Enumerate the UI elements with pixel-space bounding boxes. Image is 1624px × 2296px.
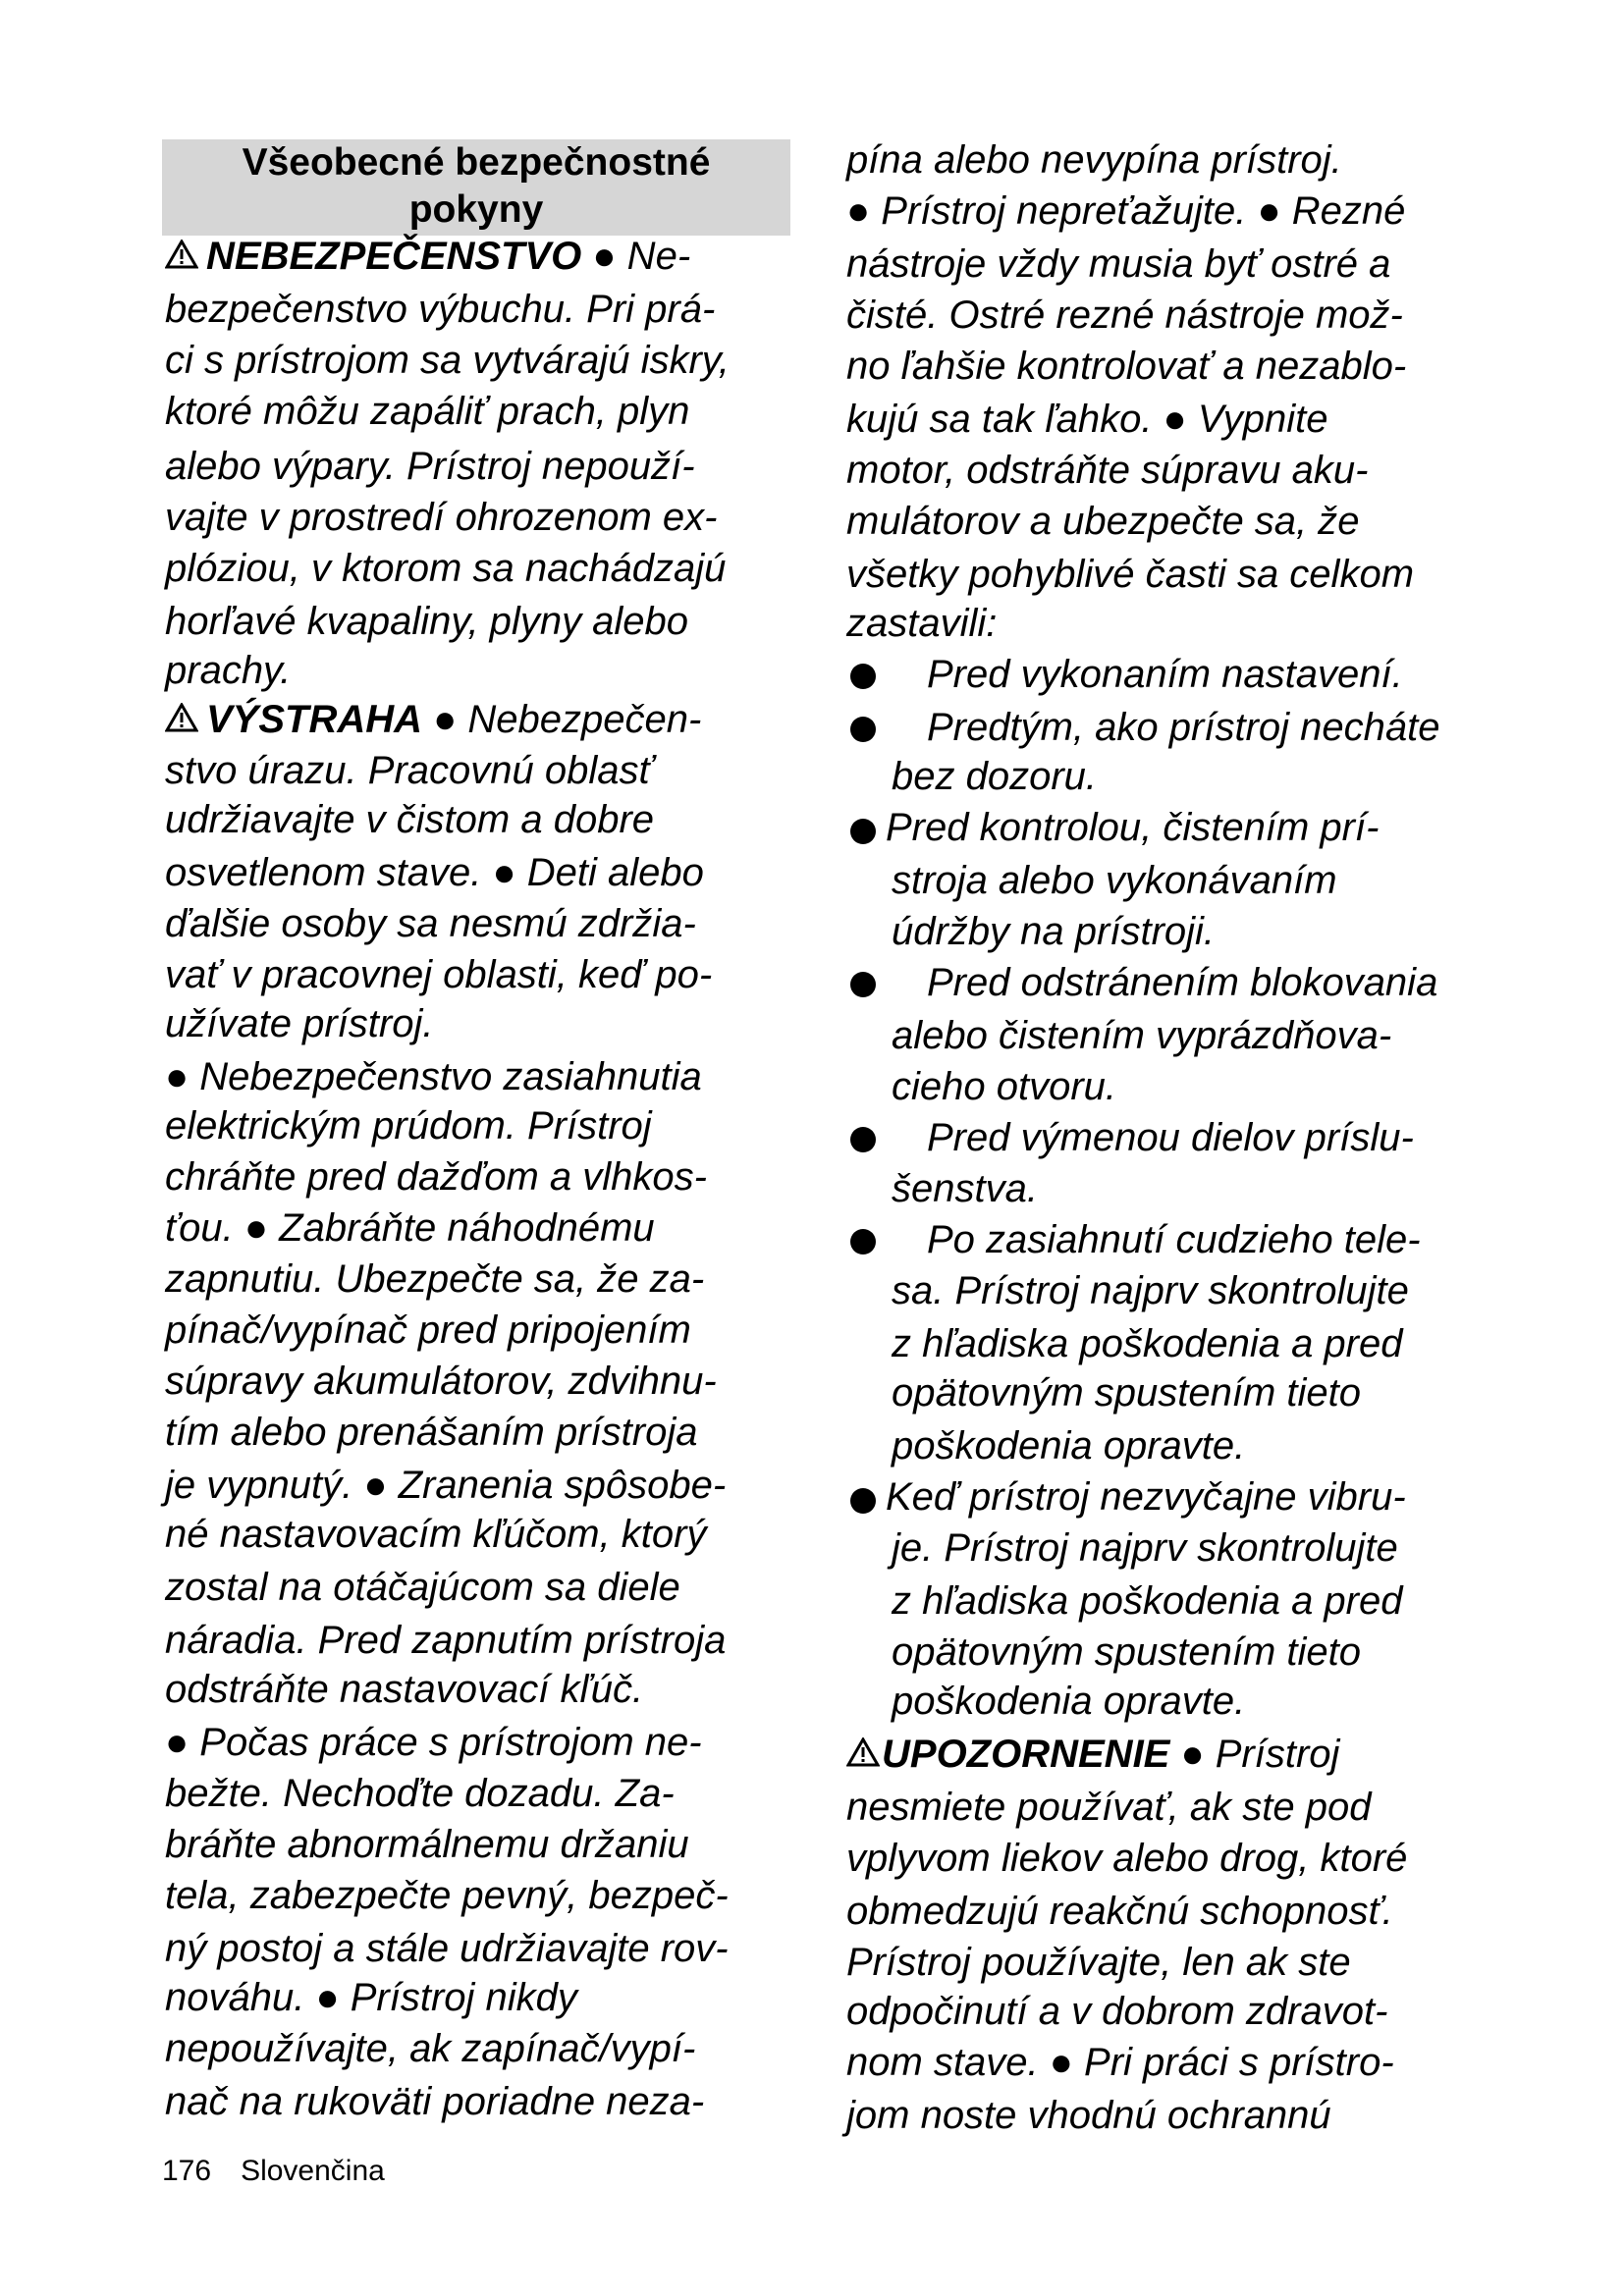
bullet-dot — [850, 819, 876, 844]
right-line: čisté. Ostré rezné nástroje mož- — [846, 294, 1403, 337]
right-line: motor, odstráňte súpravu aku- — [846, 449, 1369, 492]
bullet-line: z hľadiska poškodenia a pred — [892, 1579, 1403, 1623]
danger-label: NEBEZPEČENSTVO — [206, 235, 582, 278]
left-line: užívate prístroj. — [165, 1002, 434, 1045]
danger-line-rest: ● Ne- — [581, 235, 691, 278]
warning-paragraph-start — [165, 697, 701, 742]
left-line: náradia. Pred zapnutím prístroja — [165, 1619, 727, 1662]
left-line: nepoužívajte, ak zapínač/vypí- — [165, 2027, 696, 2070]
bullet-line: z hľadiska poškodenia a pred — [892, 1322, 1403, 1365]
left-line: zostal na otáčajúcom sa diele — [165, 1566, 680, 1609]
left-line: né nastavovacím kľúčom, ktorý — [165, 1513, 707, 1556]
bullet-line: údržby na prístroji. — [892, 910, 1216, 953]
warning-triangle-icon — [846, 1737, 880, 1767]
heading-line-1: Všeobecné bezpečnostné — [242, 141, 711, 184]
bullet-line: šenstva. — [892, 1167, 1038, 1210]
left-line: osvetlenom stave. ● Deti alebo — [165, 851, 704, 894]
bullet-line: poškodenia opravte. — [892, 1424, 1246, 1468]
bullet-line: sa. Prístroj najprv skontrolujte — [892, 1269, 1409, 1312]
left-line: udržiavajte v čistom a dobre — [165, 798, 655, 841]
right-line: ● Prístroj nepreťažujte. ● Rezné — [846, 189, 1406, 233]
left-line: ● Počas práce s prístrojom ne- — [165, 1721, 702, 1764]
danger-paragraph-start — [165, 234, 690, 279]
right-line: obmedzujú reakčnú schopnosť. — [846, 1890, 1393, 1933]
bullet-line: poškodenia opravte. — [892, 1680, 1246, 1723]
left-line: plóziou, v ktorom sa nachádzajú — [165, 547, 727, 590]
left-line: zapnutiu. Ubezpečte sa, že za- — [165, 1257, 705, 1301]
left-line: vať v pracovnej oblasti, keď po- — [165, 953, 713, 996]
right-line: všetky pohyblivé časti sa celkom — [846, 553, 1415, 596]
right-line: zastavili: — [846, 602, 998, 645]
bullet-dot — [850, 1488, 876, 1514]
page-number: 176 — [162, 2155, 212, 2187]
right-line: nom stave. ● Pri práci s prístro- — [846, 2041, 1394, 2084]
left-line: prachy. — [165, 649, 292, 692]
bullet-line: je. Prístroj najprv skontrolujte — [892, 1526, 1398, 1570]
right-line: nástroje vždy musia byť ostré a — [846, 242, 1391, 286]
right-line: pína alebo nevypína prístroj. — [846, 138, 1342, 182]
left-line: ci s prístrojom sa vytvárajú iskry, — [165, 339, 730, 382]
caution-paragraph-start — [846, 1732, 1339, 1777]
left-line: pínač/vypínač pred pripojením — [165, 1308, 691, 1352]
right-line: jom noste vhodnú ochrannú — [846, 2094, 1331, 2137]
right-line: mulátorov a ubezpečte sa, že — [846, 500, 1360, 543]
left-line: tela, zabezpečte pevný, bezpeč- — [165, 1874, 729, 1917]
left-line: ťou. ● Zabráňte náhodnému — [165, 1206, 655, 1250]
bullet-line: bez dozoru. — [892, 755, 1098, 798]
left-line: alebo výpary. Prístroj nepouží- — [165, 445, 695, 488]
right-line: odpočinutí a v dobrom zdravot- — [846, 1990, 1388, 2033]
right-line: nesmiete používať, ak ste pod — [846, 1786, 1372, 1829]
left-line: vajte v prostredí ohrozenom ex- — [165, 496, 718, 539]
left-line: ný postoj a stále udržiavajte rov- — [165, 1927, 729, 1970]
bullet-dot — [850, 1127, 876, 1152]
bullet-dot — [850, 972, 876, 997]
warning-triangle-icon — [165, 240, 198, 269]
page-footer — [162, 2155, 385, 2188]
bullet-line: Pred vykonaním nastavení. — [927, 653, 1403, 696]
left-line: je vypnutý. ● Zranenia spôsobe- — [165, 1464, 727, 1507]
left-line: ● Nebezpečenstvo zasiahnutia — [165, 1055, 702, 1098]
bullet-line: Predtým, ako prístroj necháte — [927, 706, 1440, 749]
caution-line-rest: ● Prístroj — [1169, 1733, 1340, 1776]
caution-label: UPOZORNENIE — [882, 1733, 1170, 1776]
bullet-line: Pred kontrolou, čistením prí- — [886, 806, 1380, 849]
right-line: vplyvom liekov alebo drog, ktoré — [846, 1837, 1408, 1880]
left-line: súpravy akumulátorov, zdvihnu- — [165, 1360, 717, 1403]
left-line: nováhu. ● Prístroj nikdy — [165, 1976, 577, 2019]
left-line: bráňte abnormálnemu držaniu — [165, 1823, 689, 1866]
left-line: ktoré môžu zapáliť prach, plyn — [165, 390, 690, 433]
bullet-line: cieho otvoru. — [892, 1065, 1117, 1108]
left-line: stvo úrazu. Pracovnú oblasť — [165, 749, 653, 792]
bullet-line: Pred odstránením blokovania — [927, 961, 1438, 1004]
bullet-line: Po zasiahnutí cudzieho tele- — [927, 1218, 1421, 1261]
section-heading — [162, 139, 790, 236]
bullet-line: Keď prístroj nezvyčajne vibru- — [886, 1475, 1406, 1519]
warning-line-rest: ● Nebezpečen- — [422, 698, 702, 741]
left-line: bezpečenstvo výbuchu. Pri prá- — [165, 288, 716, 331]
left-line: ďalšie osoby sa nesmú zdržia- — [165, 902, 696, 945]
bullet-dot — [850, 1229, 876, 1255]
bullet-dot — [850, 664, 876, 689]
left-line: nač na rukoväti poriadne neza- — [165, 2080, 705, 2123]
warning-triangle-icon — [165, 703, 198, 732]
warning-label: VÝSTRAHA — [206, 698, 423, 741]
left-line: tím alebo prenášaním prístroja — [165, 1411, 698, 1454]
bullet-line: alebo čistením vyprázdňova- — [892, 1014, 1392, 1057]
bullet-line: stroja alebo vykonávaním — [892, 859, 1337, 902]
right-line: no ľahšie kontrolovať a nezablo- — [846, 345, 1407, 388]
bullet-line: opätovným spustením tieto — [892, 1371, 1362, 1415]
right-line: kujú sa tak ľahko. ● Vypnite — [846, 398, 1328, 441]
left-line: horľavé kvapaliny, plyny alebo — [165, 600, 689, 643]
bullet-line: opätovným spustením tieto — [892, 1630, 1362, 1674]
left-line: odstráňte nastavovací kľúč. — [165, 1668, 644, 1711]
heading-line-2: pokyny — [408, 188, 544, 231]
bullet-dot — [850, 717, 876, 742]
left-line: elektrickým prúdom. Prístroj — [165, 1104, 652, 1148]
right-line: Prístroj používajte, len ak ste — [846, 1941, 1351, 1984]
footer-language: Slovenčina — [241, 2155, 385, 2187]
left-line: bežte. Nechoďte dozadu. Za- — [165, 1772, 675, 1815]
left-line: chráňte pred dažďom a vlhkos- — [165, 1155, 707, 1199]
bullet-line: Pred výmenou dielov príslu- — [927, 1116, 1414, 1159]
